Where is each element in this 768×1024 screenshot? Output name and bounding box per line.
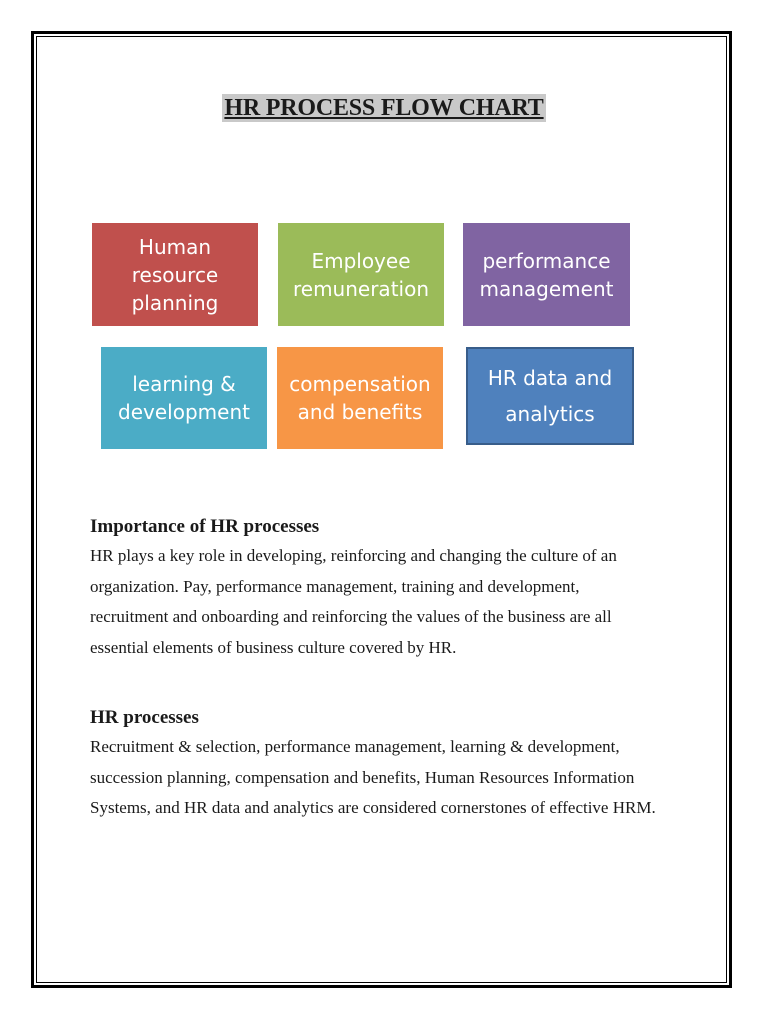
box-label: Employee remuneration xyxy=(292,248,429,301)
box-label: compensation and benefits xyxy=(289,372,431,424)
title-wrap xyxy=(0,94,768,122)
box-hr-data-analytics xyxy=(466,347,634,445)
section-paragraph xyxy=(90,541,690,663)
paragraph-line: succession planning, compensation and benefits, Human Resources Information xyxy=(90,767,635,787)
box-label: HR data and analytics xyxy=(487,366,613,426)
section-hr-processes xyxy=(90,706,690,824)
paragraph-line: essential elements of business culture covered by HR. xyxy=(90,637,457,657)
section-heading: HR processes xyxy=(90,707,199,728)
box-label: performance management xyxy=(479,248,614,301)
paragraph-line: Recruitment & selection, performance management, learning & development, xyxy=(90,737,620,756)
paragraph-line: HR plays a key role in developing, reinforcing and changing the culture of an xyxy=(90,546,617,565)
box-employee-remuneration xyxy=(278,223,444,326)
page-title: HR PROCESS FLOW CHART xyxy=(224,95,544,121)
paragraph-line: organization. Pay, performance management, training and development, xyxy=(90,576,580,596)
page-border xyxy=(31,31,732,988)
box-learning-development xyxy=(101,347,267,449)
box-label: learning & development xyxy=(118,372,250,424)
box-human-resource-planning xyxy=(92,223,258,326)
box-compensation-benefits xyxy=(277,347,443,449)
section-importance xyxy=(90,515,690,663)
box-label: Human resource planning xyxy=(131,234,219,315)
section-heading: Importance of HR processes xyxy=(90,516,320,537)
paragraph-line: Systems, and HR data and analytics are considered cornerstones of effective HRM. xyxy=(90,798,656,817)
paragraph-line: recruitment and onboarding and reinforcing the values of the business are all xyxy=(90,607,612,626)
box-performance-management xyxy=(463,223,630,326)
section-paragraph xyxy=(90,732,690,824)
